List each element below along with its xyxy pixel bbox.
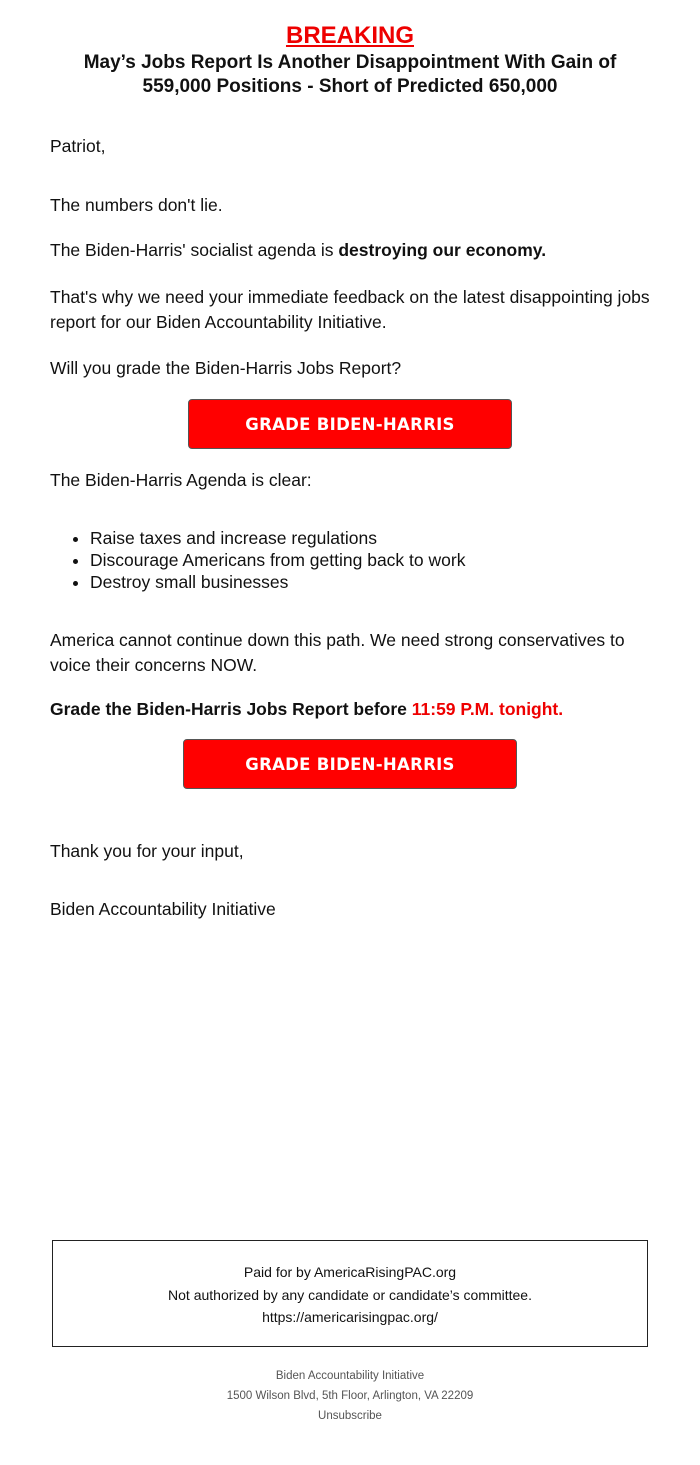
deadline-time: 11:59 P.M. tonight. [411, 699, 564, 719]
paragraph-question: Will you grade the Biden-Harris Jobs Report? [50, 358, 402, 378]
paragraph-feedback: That's why we need your immediate feedback on the latest disappointing jobs report for our Biden Accountability Initiative. [50, 287, 650, 332]
headline: May’s Jobs Report Is Another Disappointment With Gain of 559,000 Positions - Short of Predicted 650,000 [83, 52, 617, 97]
disclaimer-paid-for: Paid for by AmericaRisingPAC.org [243, 1264, 457, 1280]
list-item: • Destroy small businesses [90, 571, 690, 593]
paragraph-agenda-clear: The Biden-Harris Agenda is clear: [50, 470, 312, 490]
deadline-bold-text: Grade the Biden-Harris Jobs Report before [50, 699, 412, 719]
paragraph-path: America cannot continue down this path. We need strong conservatives to voice their concerns NOW. [50, 630, 625, 675]
grade-button-top[interactable]: GRADE BIDEN-HARRIS [188, 399, 512, 449]
footer-org: Biden Accountability Initiative [275, 1370, 425, 1382]
breaking-label: BREAKING [285, 22, 414, 49]
paragraph-agenda [50, 238, 660, 263]
paragraph-numbers: The numbers don't lie. [50, 195, 223, 215]
disclaimer-not-authorized: Not authorized by any candidate or candidate’s committee. [168, 1286, 532, 1303]
thanks-line: Thank you for your input, [50, 841, 244, 861]
salutation: Patriot, [50, 136, 106, 156]
footer [0, 1366, 700, 1426]
unsubscribe-link[interactable]: Unsubscribe [318, 1410, 382, 1422]
paragraph-deadline [50, 697, 660, 722]
footer-address: 1500 Wilson Blvd, 5th Floor, Arlington, VA 22209 [226, 1390, 474, 1402]
grade-button-bottom[interactable]: GRADE BIDEN-HARRIS [183, 739, 517, 789]
paragraph-agenda-bold: destroying our economy. [338, 240, 547, 260]
list-item: • Raise taxes and increase regulations [90, 527, 690, 549]
agenda-list [50, 527, 690, 593]
disclaimer-url: https://americarisingpac.org/ [262, 1309, 438, 1325]
paid-for-disclaimer [52, 1240, 648, 1347]
signature: Biden Accountability Initiative [50, 899, 276, 919]
list-item: • Discourage Americans from getting back to work [90, 549, 690, 571]
paragraph-agenda-text: The Biden-Harris' socialist agenda is [50, 240, 339, 260]
